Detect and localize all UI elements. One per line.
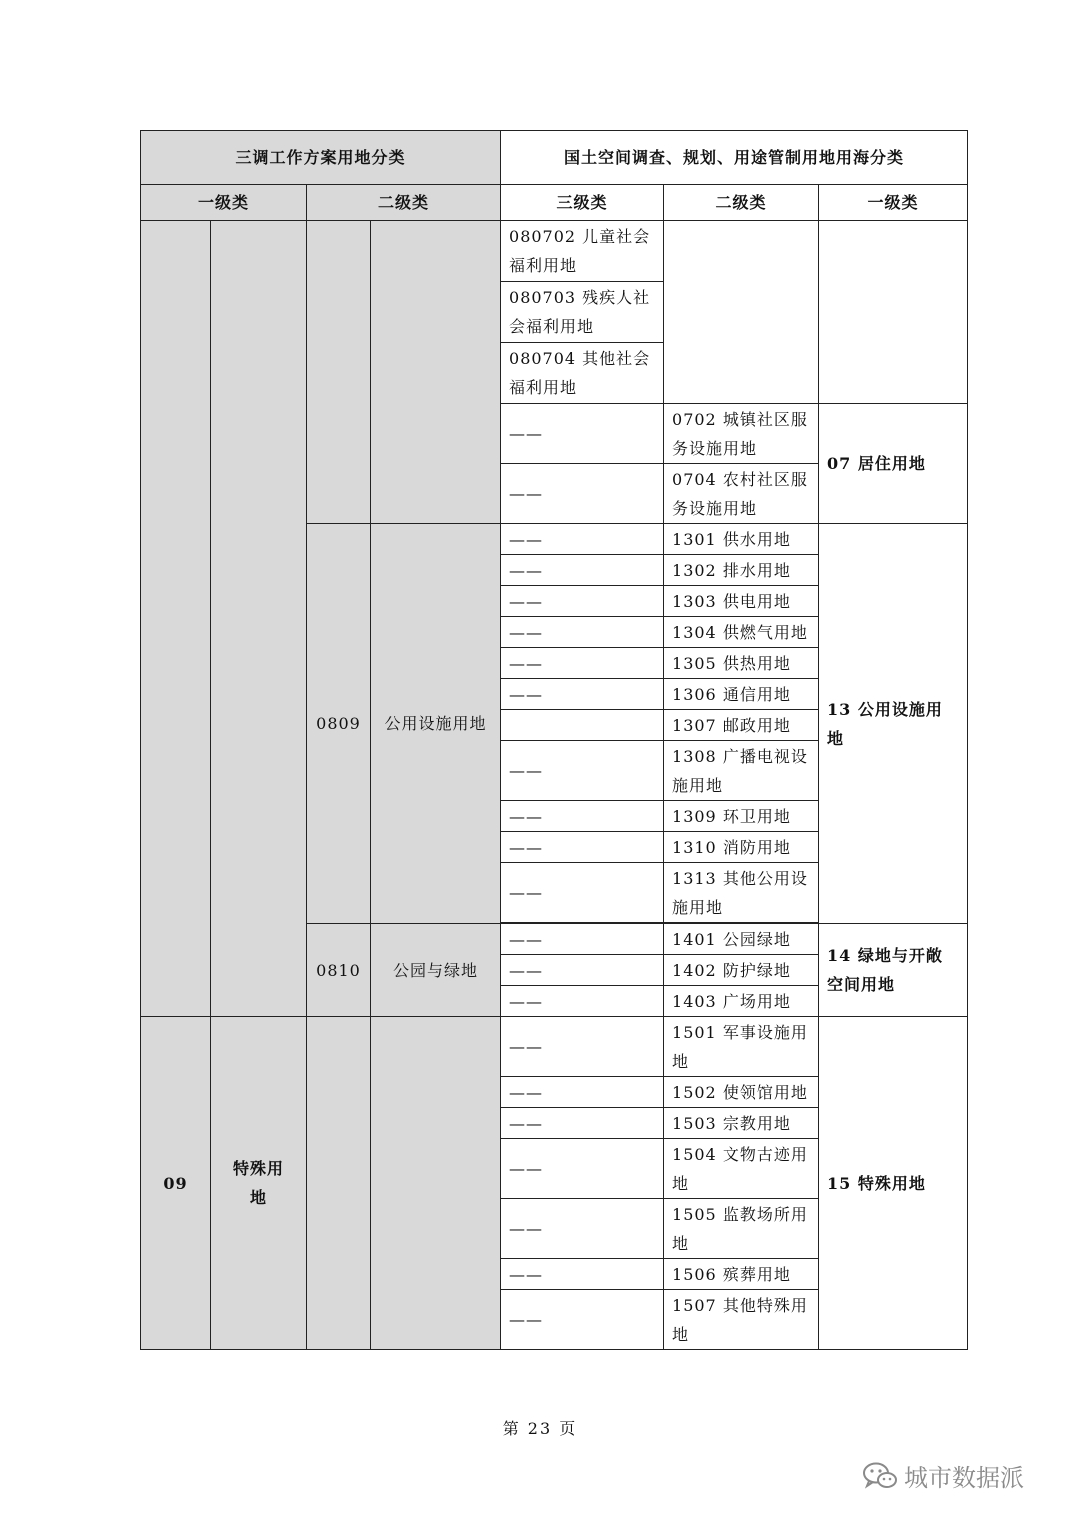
level3-cell: —— — [501, 1199, 664, 1259]
subheader-level2b: 二级类 — [664, 185, 819, 221]
watermark-text: 城市数据派 — [904, 1464, 1024, 1492]
level3-cell: —— — [501, 524, 664, 555]
level3-cell: —— — [501, 404, 664, 464]
page-number: 第 23 页 — [502, 1419, 578, 1438]
level2b-cell: 1507 其他特殊用地 — [664, 1290, 819, 1350]
level3-cell: —— — [501, 1259, 664, 1290]
level1b-cell: 15 特殊用地 — [819, 1017, 968, 1350]
level3-cell — [501, 710, 664, 741]
level2b-cell: 1310 消防用地 — [664, 832, 819, 863]
level3-cell: —— — [501, 832, 664, 863]
level1-name-cell — [211, 1017, 307, 1350]
level2b-cell: 1403 广场用地 — [664, 986, 819, 1017]
level3-cell: —— — [501, 741, 664, 801]
level3-cell: —— — [501, 1077, 664, 1108]
level2b-cell: 1302 排水用地 — [664, 555, 819, 586]
level3-cell: —— — [501, 586, 664, 617]
land-classification-table — [140, 130, 968, 1350]
level2-name-cell — [371, 1017, 501, 1350]
level2b-cell: 1308 广播电视设施用地 — [664, 741, 819, 801]
level2b-cell: 1305 供热用地 — [664, 648, 819, 679]
subheader-level2: 二级类 — [307, 185, 501, 221]
level2-code-cell: 0809 — [307, 524, 371, 924]
level2b-cell: 1309 环卫用地 — [664, 801, 819, 832]
level2b-cell: 1502 使领馆用地 — [664, 1077, 819, 1108]
level2-code-cell — [307, 1017, 371, 1350]
level3-cell: —— — [501, 863, 664, 923]
level2b-cell: 1504 文物古迹用地 — [664, 1139, 819, 1199]
level2b-cell: 0702 城镇社区服务设施用地 — [664, 404, 819, 464]
level1-name-cell — [211, 221, 307, 1017]
level2b-cell: 1505 监教场所用地 — [664, 1199, 819, 1259]
header-left: 三调工作方案用地分类 — [141, 131, 501, 185]
level2b-cell: 1303 供电用地 — [664, 586, 819, 617]
level1b-cell: 14 绿地与开敞空间用地 — [819, 924, 968, 1017]
level2b-cell: 1306 通信用地 — [664, 679, 819, 710]
level3-cell: —— — [501, 1290, 664, 1350]
subheader-level3: 三级类 — [501, 185, 664, 221]
level1-code-cell — [141, 221, 211, 1017]
level2b-cell: 1307 邮政用地 — [664, 710, 819, 741]
level3-cell: —— — [501, 955, 664, 986]
level3-cell: —— — [501, 464, 664, 524]
level2b-cell: 1503 宗教用地 — [664, 1108, 819, 1139]
level2b-cell: 0704 农村社区服务设施用地 — [664, 464, 819, 524]
level3-cell: —— — [501, 648, 664, 679]
level2b-cell — [664, 221, 819, 404]
level3-cell: —— — [501, 924, 664, 955]
level2b-cell: 1301 供水用地 — [664, 524, 819, 555]
level2-code-cell — [307, 221, 371, 524]
level3-cell: —— — [501, 1139, 664, 1199]
header-right: 国土空间调查、规划、用途管制用地用海分类 — [501, 131, 968, 185]
level3-cell: —— — [501, 801, 664, 832]
level2-name-cell: 公园与绿地 — [371, 924, 501, 1017]
level1-code-cell: 09 — [141, 1017, 211, 1350]
level1b-cell: 07 居住用地 — [819, 404, 968, 524]
level2-code-cell: 0810 — [307, 924, 371, 1017]
level3-cell: 080703 残疾人社会福利用地 — [501, 282, 664, 343]
level3-cell: —— — [501, 555, 664, 586]
watermark — [862, 1458, 1024, 1493]
level1b-cell — [819, 221, 968, 404]
level1-name-text: 特殊用地 — [233, 1159, 285, 1207]
level2b-cell: 1313 其他公用设施用地 — [664, 863, 819, 923]
wechat-icon — [862, 1461, 898, 1491]
level3-cell: —— — [501, 1108, 664, 1139]
level3-cell: —— — [501, 1017, 664, 1077]
level2b-cell: 1401 公园绿地 — [664, 924, 819, 955]
level3-cell: —— — [501, 986, 664, 1017]
level3-cell: —— — [501, 679, 664, 710]
subheader-level1: 一级类 — [141, 185, 307, 221]
level2b-cell: 1501 军事设施用地 — [664, 1017, 819, 1077]
level2b-cell: 1304 供燃气用地 — [664, 617, 819, 648]
level1b-cell: 13 公用设施用地 — [819, 524, 968, 924]
level2-name-cell — [371, 221, 501, 524]
level2b-cell: 1506 殡葬用地 — [664, 1259, 819, 1290]
subheader-level1b: 一级类 — [819, 185, 968, 221]
level2b-cell: 1402 防护绿地 — [664, 955, 819, 986]
level3-cell: 080702 儿童社会福利用地 — [501, 221, 664, 282]
level3-cell: 080704 其他社会福利用地 — [501, 343, 664, 404]
level2-name-cell: 公用设施用地 — [371, 524, 501, 924]
level3-cell: —— — [501, 617, 664, 648]
